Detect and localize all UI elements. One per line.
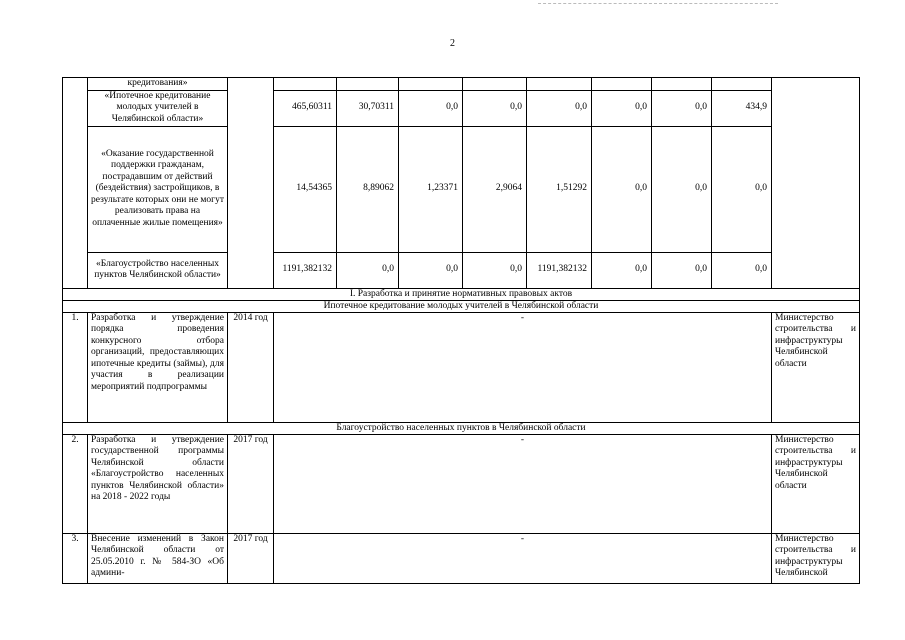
value-cell: 0,0 (592, 90, 652, 126)
value-cell: 1,51292 (527, 126, 592, 252)
value-cell: 8,89062 (337, 126, 399, 252)
value-cell: 0,0 (652, 90, 712, 126)
page-number: 2 (450, 38, 455, 49)
value-cell: 0,0 (463, 252, 527, 288)
subsection-row (63, 422, 860, 434)
value-cell: 0,0 (527, 90, 592, 126)
value-cell: 0,0 (652, 252, 712, 288)
item-executor: Министерство строительства и инфраструктуры Челябинской (772, 533, 860, 583)
empty-cell (228, 78, 274, 289)
subsection-row (63, 300, 860, 312)
table-row (63, 434, 860, 533)
value-total: 465,60311 (274, 90, 337, 126)
value-cell: 0,0 (592, 252, 652, 288)
item-dash: - (274, 434, 772, 533)
program-name: кредитования» (88, 78, 228, 91)
item-text: Внесение изменений в Закон Челябинской области от 25.05.2010 г. № 584-ЗО «Об админи- (88, 533, 228, 583)
table-row (63, 126, 860, 252)
value-cell: 1,23371 (399, 126, 463, 252)
item-year: 2014 год (228, 312, 274, 422)
value-cell: 434,9 (712, 90, 772, 126)
table-row (63, 312, 860, 422)
value-cell: 30,70311 (337, 90, 399, 126)
subsection-title: Благоустройство населенных пунктов в Челябинской области (63, 422, 860, 434)
value-cell: 0,0 (712, 126, 772, 252)
program-name: «Оказание государственной поддержки гражданам, пострадавшим от действий (бездействия) застройщиков, в результате которых они не могут реализовать права на оплаченные жилые помещения» (88, 126, 228, 252)
item-text: Разработка и утверждение государственной программы Челябинской области «Благоустройство населенных пунктов Челябинской области» на 2018 - 2022 годы (88, 434, 228, 533)
value-cell: 0,0 (592, 126, 652, 252)
table-row (63, 533, 860, 583)
table-row (63, 78, 860, 91)
value-cell: 0,0 (463, 90, 527, 126)
value-cell: 0,0 (712, 252, 772, 288)
item-number: 2. (63, 434, 88, 533)
item-year: 2017 год (228, 434, 274, 533)
program-name: «Ипотечное кредитование молодых учителей в Челябинской области» (88, 90, 228, 126)
empty-cell (772, 78, 860, 289)
empty-cell (63, 78, 88, 289)
item-number: 3. (63, 533, 88, 583)
scan-artifact-line (538, 3, 778, 5)
item-dash: - (274, 533, 772, 583)
table-row (63, 252, 860, 288)
section-row (63, 288, 860, 300)
subsection-title: Ипотечное кредитование молодых учителей в Челябинской области (63, 300, 860, 312)
program-table (62, 77, 860, 584)
value-cell: 0,0 (652, 126, 712, 252)
program-name: «Благоустройство населенных пунктов Челябинской области» (88, 252, 228, 288)
value-total: 14,54365 (274, 126, 337, 252)
value-cell: 0,0 (399, 252, 463, 288)
value-total: 1191,382132 (274, 252, 337, 288)
value-cell: 0,0 (399, 90, 463, 126)
item-executor: Министерство строительства и инфраструктуры Челябинской области (772, 312, 860, 422)
item-dash: - (274, 312, 772, 422)
section-heading: I. Разработка и принятие нормативных правовых актов (63, 288, 860, 300)
item-number: 1. (63, 312, 88, 422)
value-cell: 0,0 (337, 252, 399, 288)
item-year: 2017 год (228, 533, 274, 583)
value-cell: 2,9064 (463, 126, 527, 252)
item-executor: Министерство строительства и инфраструктуры Челябинской области (772, 434, 860, 533)
table-row (63, 90, 860, 126)
value-cell: 1191,382132 (527, 252, 592, 288)
item-text: Разработка и утверждение порядка проведения конкурсного отбора организаций, предоставляющих ипотечные кредиты (займы), для участия в реализации мероприятий подпрограммы (88, 312, 228, 422)
